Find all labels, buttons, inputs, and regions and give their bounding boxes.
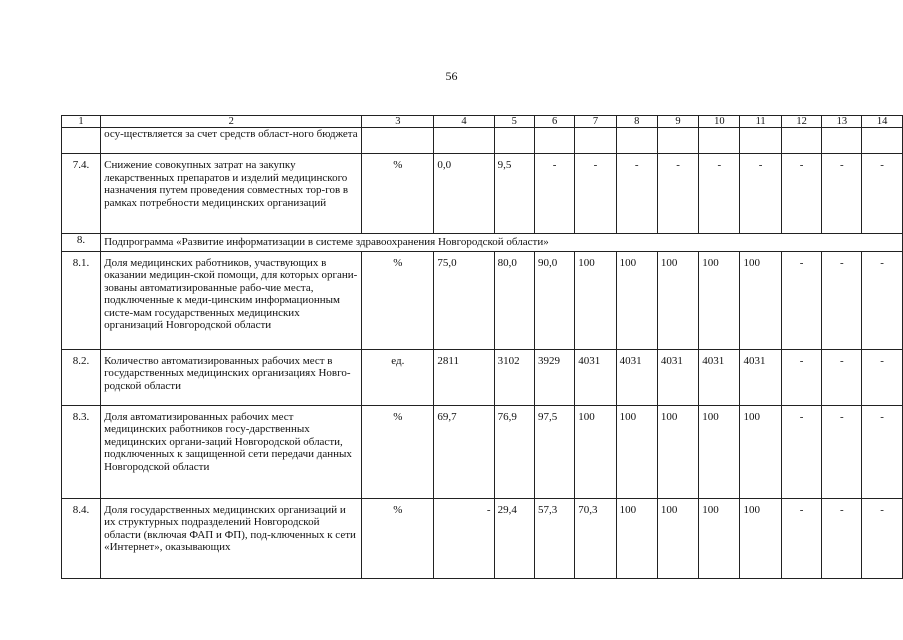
value-cell: - (434, 498, 494, 578)
value-cell (862, 128, 903, 154)
table-row (62, 349, 903, 405)
value-cell: 4031 (699, 349, 740, 405)
value-cell (781, 128, 822, 154)
row-number (62, 128, 101, 154)
value-cell: 100 (575, 251, 616, 349)
column-header: 3 (362, 116, 434, 128)
column-header: 14 (862, 116, 903, 128)
value-cell: 100 (699, 498, 740, 578)
value-cell: 3102 (494, 349, 534, 405)
value-cell: - (822, 251, 862, 349)
value-cell: 100 (699, 251, 740, 349)
value-cell: - (822, 498, 862, 578)
indicator-name: Доля государственных медицинских организаций и их структурных подразделений Новгородской области (включая ФАП и ФП), под-ключенных к сети «Интернет», оказывающих (101, 498, 362, 578)
column-header: 1 (62, 116, 101, 128)
value-cell: - (862, 251, 903, 349)
table-row (62, 405, 903, 498)
row-number: 8.2. (62, 349, 101, 405)
table-row (62, 154, 903, 234)
value-cell: 80,0 (494, 251, 534, 349)
indicator-name: Доля медицинских работников, участвующих в оказании медицин-ской помощи, для которых органи-зованы автоматизированные рабо-чие места, подключенные к меди-цинским информационным систе-мам государственных медицинских организаций Новгородской области (101, 251, 362, 349)
value-cell (699, 128, 740, 154)
indicators-table (61, 115, 903, 579)
unit-cell: % (362, 498, 434, 578)
value-cell: 97,5 (534, 405, 574, 498)
value-cell: - (657, 154, 698, 234)
value-cell (740, 128, 781, 154)
page-number: 56 (445, 69, 458, 83)
column-header: 6 (534, 116, 574, 128)
value-cell: 75,0 (434, 251, 494, 349)
table-row (62, 234, 903, 252)
value-cell: - (781, 498, 822, 578)
value-cell: 2811 (434, 349, 494, 405)
value-cell: 100 (575, 405, 616, 498)
value-cell: 100 (616, 498, 657, 578)
value-cell: - (862, 349, 903, 405)
column-header: 8 (616, 116, 657, 128)
value-cell: 100 (657, 405, 698, 498)
column-header: 2 (101, 116, 362, 128)
row-number: 7.4. (62, 154, 101, 234)
column-header: 13 (822, 116, 862, 128)
value-cell: 4031 (616, 349, 657, 405)
value-cell: - (781, 349, 822, 405)
value-cell: 4031 (657, 349, 698, 405)
unit-cell: % (362, 154, 434, 234)
value-cell: - (699, 154, 740, 234)
value-cell: - (575, 154, 616, 234)
header-row (62, 116, 903, 128)
value-cell: 100 (657, 498, 698, 578)
unit-cell: % (362, 251, 434, 349)
value-cell (575, 128, 616, 154)
unit-cell: % (362, 405, 434, 498)
indicator-name: Доля автоматизированных рабочих мест медицинских работников госу-дарственных медицинских органи-заций Новгородской области, подключенных к защищенной сети передачи данных Новгородской области (101, 405, 362, 498)
unit-cell: ед. (362, 349, 434, 405)
value-cell (534, 128, 574, 154)
column-header: 5 (494, 116, 534, 128)
value-cell (494, 128, 534, 154)
value-cell: 100 (740, 405, 781, 498)
value-cell: - (781, 251, 822, 349)
value-cell: - (862, 405, 903, 498)
value-cell (822, 128, 862, 154)
indicator-name: Количество автоматизированных рабочих мест в государственных медицинских организациях Новго-родской области (101, 349, 362, 405)
value-cell: 90,0 (534, 251, 574, 349)
indicator-name: Снижение совокупных затрат на закупку лекарственных препаратов и изделий медицинского назначения путем проведения совместных тор-гов в рамках потребности медицинских организаций (101, 154, 362, 234)
subprogram-title: Подпрограмма «Развитие информатизации в системе здравоохранения Новгородской области» (101, 234, 903, 252)
value-cell: 0,0 (434, 154, 494, 234)
indicator-name: осу-ществляется за счет средств облаcт-ного бюджета (101, 128, 362, 154)
value-cell: - (781, 405, 822, 498)
value-cell: 100 (657, 251, 698, 349)
column-header: 10 (699, 116, 740, 128)
value-cell: - (534, 154, 574, 234)
value-cell: 29,4 (494, 498, 534, 578)
value-cell: 3929 (534, 349, 574, 405)
column-header: 7 (575, 116, 616, 128)
value-cell: - (822, 154, 862, 234)
value-cell: - (862, 498, 903, 578)
value-cell (616, 128, 657, 154)
table-row (62, 498, 903, 578)
column-header: 9 (657, 116, 698, 128)
table-row (62, 251, 903, 349)
value-cell: - (822, 405, 862, 498)
value-cell: - (862, 154, 903, 234)
row-number: 8. (62, 234, 101, 252)
value-cell: 100 (616, 251, 657, 349)
row-number: 8.4. (62, 498, 101, 578)
column-header: 11 (740, 116, 781, 128)
value-cell: - (740, 154, 781, 234)
value-cell: - (781, 154, 822, 234)
value-cell: - (822, 349, 862, 405)
value-cell: 57,3 (534, 498, 574, 578)
column-header: 4 (434, 116, 494, 128)
value-cell (434, 128, 494, 154)
unit-cell (362, 128, 434, 154)
value-cell: 100 (616, 405, 657, 498)
value-cell: - (616, 154, 657, 234)
value-cell: 100 (740, 251, 781, 349)
table-row (62, 128, 903, 154)
value-cell: 4031 (575, 349, 616, 405)
value-cell: 100 (699, 405, 740, 498)
value-cell: 69,7 (434, 405, 494, 498)
row-number: 8.1. (62, 251, 101, 349)
value-cell: 100 (740, 498, 781, 578)
value-cell: 9,5 (494, 154, 534, 234)
value-cell: 76,9 (494, 405, 534, 498)
value-cell: 70,3 (575, 498, 616, 578)
column-header: 12 (781, 116, 822, 128)
value-cell (657, 128, 698, 154)
value-cell: 4031 (740, 349, 781, 405)
row-number: 8.3. (62, 405, 101, 498)
